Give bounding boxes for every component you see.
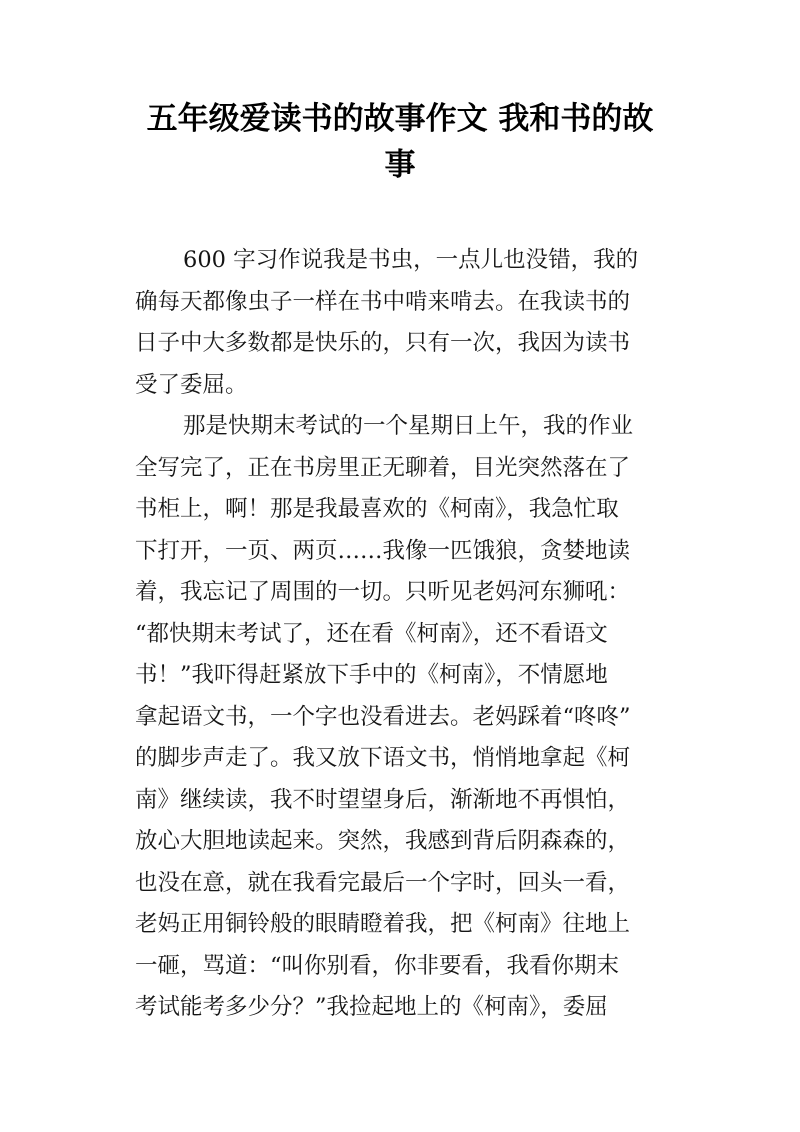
text-line: 600 字习作说我是书虫，一点儿也没错，我的 [183,247,639,273]
text-line: 全写完了，正在书房里正无聊着，目光突然落在了 [135,454,631,481]
text-line: 那是快期末考试的一个星期日上午，我的作业 [183,413,634,439]
text-line: 南》继续读，我不时望望身后，渐渐地不再惧怕， [135,786,631,813]
title-line-1: 五年级爱读书的故事作文 我和书的故 [146,101,654,137]
text-line: 的脚步声走了。我又放下语文书，悄悄地拿起《柯 [135,745,631,771]
text-line: 书柜上，啊！那是我最喜欢的《柯南》，我急忙取 [135,496,619,522]
text-line: 受了委屈。 [135,371,248,398]
text-line: 书！”我吓得赶紧放下手中的《柯南》，不情愿地 [135,662,608,688]
title-line-2: 事 [384,147,416,183]
text-line: 确每天都像虫子一样在书中啃来啃去。在我读书的 [135,288,631,315]
text-line: 考试能考多少分？”我捡起地上的《柯南》，委屈 [135,994,608,1020]
text-line: 一砸，骂道：“叫你别看，你非要看，我看你期末 [135,952,620,979]
text-line: 也没在意，就在我看完最后一个字时，回头一看， [135,869,631,896]
text-line: 着，我忘记了周围的一切。只听见老妈河东狮吼： [135,579,631,605]
text-line: 放心大胆地读起来。突然，我感到背后阴森森的， [135,828,631,854]
document-title [120,96,680,188]
paragraph-1 [135,240,665,406]
text-line: 老妈正用铜铃般的眼睛瞪着我，把《柯南》往地上 [135,911,631,937]
text-line: 下打开，一页、两页……我像一匹饿狼，贪婪地读 [135,537,631,564]
document-body [135,240,665,1029]
text-line: 日子中大多数都是快乐的，只有一次，我因为读书 [135,330,631,356]
text-line: “都快期末考试了，还在看《柯南》，还不看语文 [135,620,608,647]
paragraph-2 [135,406,665,1029]
text-line: 拿起语文书，一个字也没看进去。老妈踩着“咚咚” [135,703,631,730]
